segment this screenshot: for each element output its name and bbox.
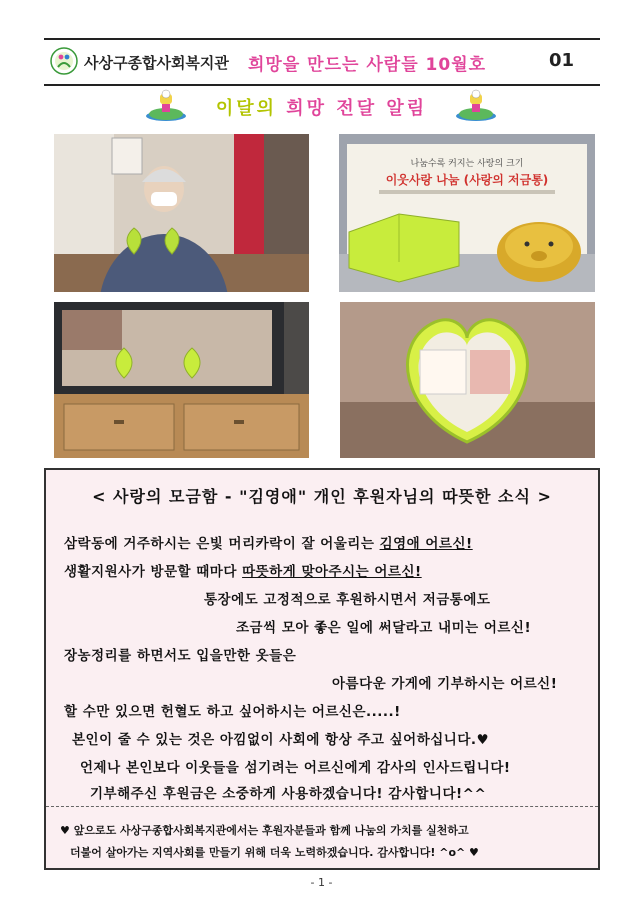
- poster-text-line2: 이웃사랑 나눔 (사랑의 저금통): [385, 173, 549, 187]
- page-footer: - 1 -: [310, 876, 333, 889]
- story-title: < 사랑의 모금함 - "김영애" 개인 후원자님의 따뜻한 소식 >: [92, 487, 552, 506]
- donor-story-box: [44, 468, 600, 870]
- story-line-7: 할 수만 있으면 헌혈도 하고 싶어하시는 어르신은.....!: [64, 704, 401, 720]
- story-line-2b: 따뜻하게 맞아주시는 어르신!: [242, 564, 422, 580]
- section-banner: [0, 88, 643, 124]
- photo-piggy-bank-poster: [339, 134, 595, 292]
- welfare-center-logo-icon: [50, 47, 78, 75]
- story-line-1a: 삼락동에 거주하시는 은빛 머리카락이 잘 어울리는: [64, 536, 380, 552]
- issue-title: 희망을 만드는 사람들 10월호: [248, 55, 487, 75]
- story-line-2a: 생활지원사가 방문할 때마다: [64, 564, 243, 580]
- photo-donor-with-box: [54, 134, 309, 292]
- story-line-4: 조금씩 모아 좋은 일에 써달라고 내미는 어르신!: [236, 620, 532, 636]
- poster-text-line1: 나눔수록 커지는 사랑의 크기: [410, 159, 524, 169]
- story-line-10: 기부해주신 후원금은 소중하게 사용하겠습니다! 감사합니다!^^: [90, 786, 487, 802]
- story-line-3: 통장에도 고정적으로 후원하시면서 저금통에도: [204, 592, 491, 608]
- story-line-6: 아름다운 가게에 기부하시는 어르신!: [332, 676, 558, 692]
- story-line-5: 장농정리를 하면서도 입을만한 옷들은: [64, 648, 297, 664]
- newsletter-header: [44, 38, 600, 86]
- banner-title-part2: 희망 전달 알림: [286, 98, 428, 119]
- photo-heart-box-closeup: [340, 302, 595, 458]
- story-line-9: 언제나 본인보다 이웃들을 섬기려는 어르신에게 감사의 인사드립니다!: [80, 760, 511, 776]
- banner-title-part1: 이달의: [215, 98, 287, 119]
- page-number: 01: [548, 50, 574, 71]
- banner-title: [0, 94, 643, 120]
- closing-line-1: ♥ 앞으로도 사상구종합사회복지관에서는 후원자분들과 함께 나눔의 가치를 실천하고: [60, 824, 469, 837]
- story-line-1: [64, 532, 473, 552]
- closing-line-2: 더불어 살아가는 지역사회를 만들기 위해 더욱 노력하겠습니다. 감사합니다! ^o^ ♥: [70, 846, 479, 859]
- photo-boxes-on-cabinet: [54, 302, 309, 458]
- donor-name-highlight: 김영애 어르신!: [379, 536, 473, 552]
- org-name: 사상구종합사회복지관: [84, 54, 229, 72]
- story-line-8: 본인이 줄 수 있는 것은 아낌없이 사회에 항상 주고 싶어하십니다.♥: [72, 732, 490, 748]
- story-line-2: [64, 560, 422, 580]
- globe-decoration-icon: [452, 88, 500, 122]
- story-divider: [46, 806, 598, 807]
